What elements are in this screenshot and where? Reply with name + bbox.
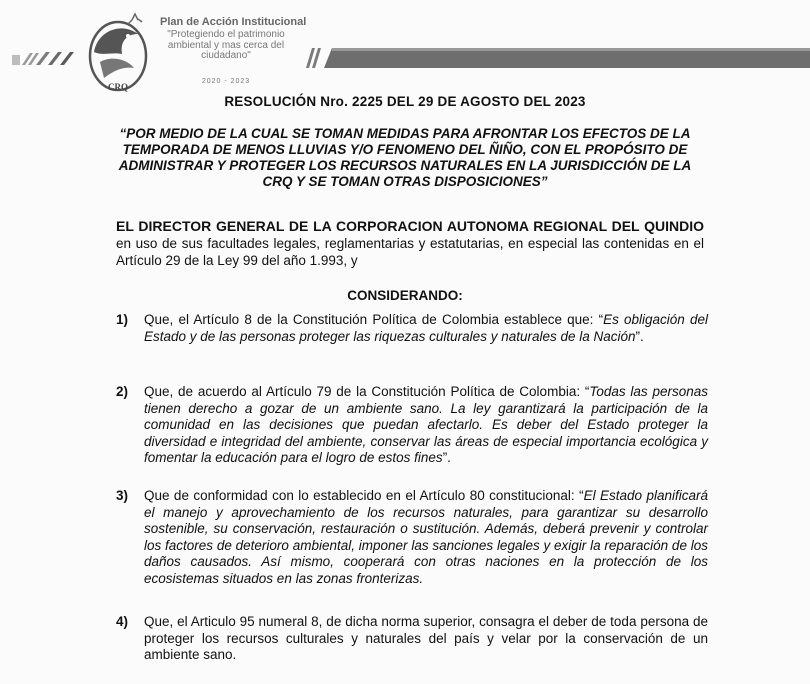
item-tail: ”. <box>442 450 451 465</box>
intro-paragraph <box>116 218 704 269</box>
director-title: EL DIRECTOR GENERAL DE LA CORPORACION AUTONOMA REGIONAL DEL QUINDIO <box>116 218 704 234</box>
slogan: "Protegiendo el patrimonio ambiental y mas cerca del ciudadano" <box>167 29 285 61</box>
item-text: Que, el Articulo 95 numeral 8, de dicha norma superior, consagra el deber de toda persona de proteger los recursos culturales y naturales del país y velar por la conservación de un ambiente sano. <box>144 614 708 662</box>
considerando-item <box>116 312 708 345</box>
header-band <box>302 44 810 70</box>
resolution-subject: “POR MEDIO DE LA CUAL SE TOMAN MEDIDAS PARA AFRONTAR LOS EFECTOS DE LA TEMPORADA DE MENOS LLUVIAS Y/O FENOMENO DEL ÑIÑO, CON EL PROPÓSITO DE ADMINISTRAR Y PROTEGER LOS RECURSOS NATURALES EN LA JURISDICCIÓN DE LA CRQ Y SE TOMAN OTRAS DISPOSICIONES” <box>118 126 692 189</box>
plan-years: 2020 - 2023 <box>201 78 251 85</box>
considerando-heading: CONSIDERANDO: <box>347 288 463 303</box>
item-tail: ”. <box>635 328 644 344</box>
item-number: 4) <box>116 614 129 629</box>
logo-text: CRQ <box>108 82 128 92</box>
crq-bird-logo-icon <box>82 12 154 98</box>
decorative-stripes <box>12 50 92 68</box>
item-text: Que, el Artículo 8 de la Constitución Política de Colombia establece que: “ <box>144 312 604 327</box>
item-text: Que, de acuerdo al Artículo 79 de la Constitución Política de Colombia: “ <box>144 384 590 399</box>
item-quote: El Estado planificará el manejo y aprovechamiento de los recursos naturales, para garantizar su desarrollo sostenible, su conservación, restauración o sustitución. Además, deberá prevenir y controlar los factores de deterioro ambiental, imponer las sanciones legales y exigir la reparación de los daños causados. Así mismo, cooperará con otras naciones en la protección de los ecosistemas situados en las zonas fronterizas. <box>144 488 708 586</box>
plan-title: Plan de Acción Institucional <box>160 16 307 28</box>
item-number: 3) <box>116 488 129 503</box>
item-quote: Todas las personas tienen derecho a gozar de un ambiente sano. La ley garantizará la participación de la comunidad en las decisiones que puedan afectarlo. Es deber del Estado proteger la diversidad e integridad del ambiente, conservar las áreas de especial importancia ecológica y fomentar la educación para el logro de estos fines <box>144 384 708 465</box>
letterhead <box>0 0 810 100</box>
intro-text: en uso de sus facultades legales, reglamentarias y estatutarias, en especial las contenidas en el Artículo 29 de la Ley 99 del año 1.993, y <box>116 236 704 268</box>
item-text: Que de conformidad con lo establecido en el Artículo 80 constitucional: “ <box>144 488 584 503</box>
considerando-item <box>116 384 708 467</box>
item-number: 2) <box>116 384 129 399</box>
resolution-title: RESOLUCIÓN Nro. 2225 DEL 29 DE AGOSTO DEL 2023 <box>224 94 586 109</box>
item-number: 1) <box>116 312 129 327</box>
considerando-item <box>116 488 708 587</box>
considerando-item <box>116 614 708 664</box>
item-quote: Es obligación del Estado y de las personas proteger las riquezas culturales y naturales de la Nación <box>144 312 708 344</box>
